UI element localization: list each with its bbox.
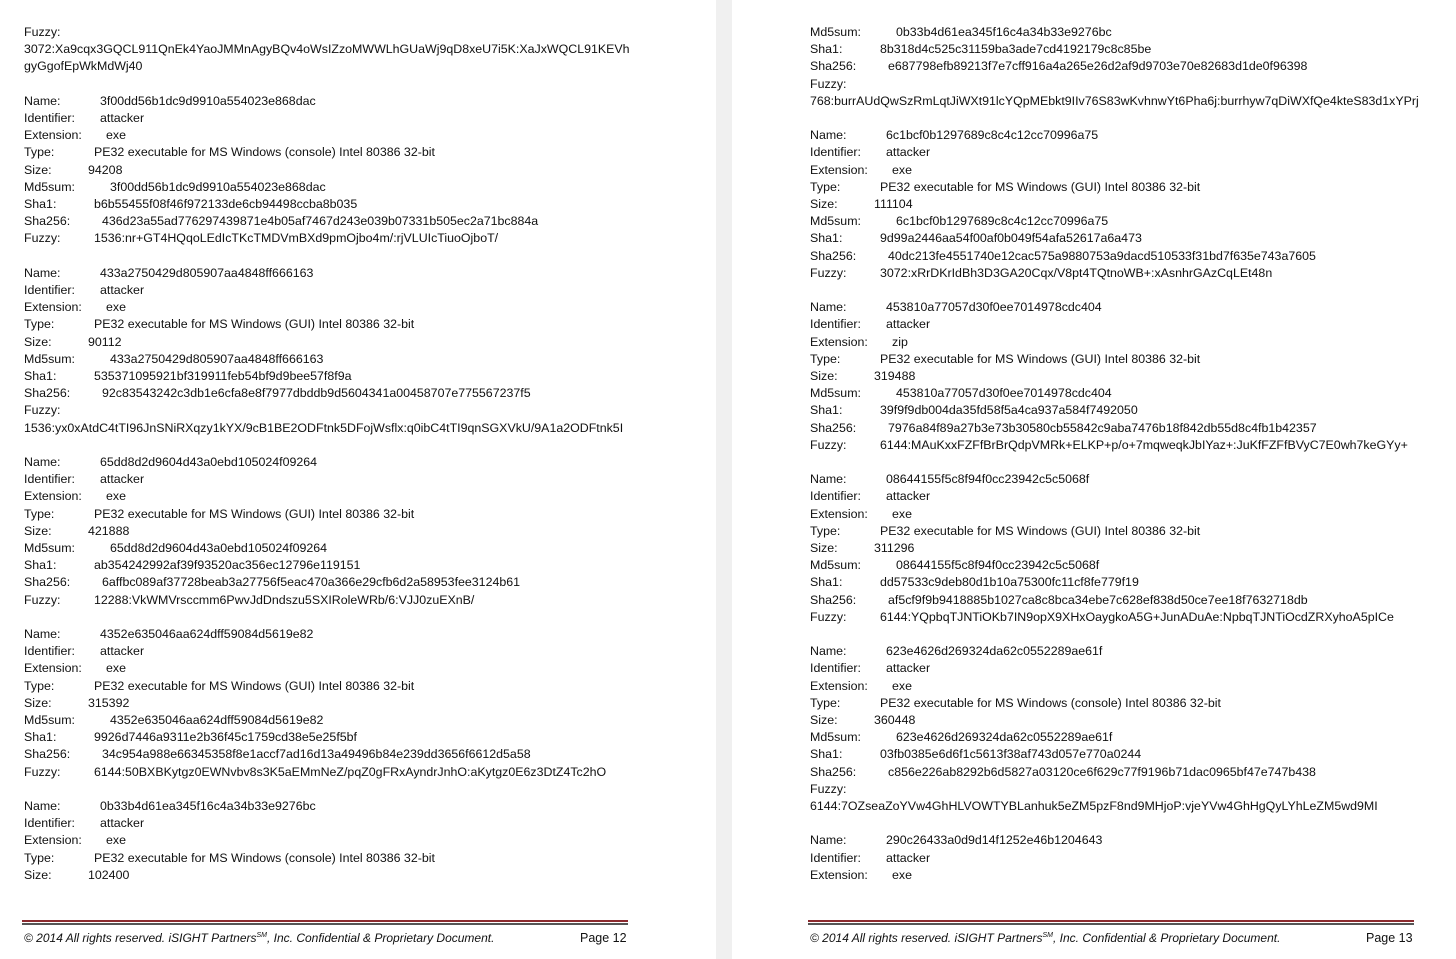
- extension-label: Extension:: [810, 506, 868, 521]
- page-number: Page 12: [580, 931, 627, 945]
- sha1-label: Sha1:: [810, 575, 843, 590]
- type-row: [24, 316, 634, 333]
- page-12-content: [24, 24, 634, 901]
- size-value: 360448: [874, 713, 916, 728]
- extension-label: Extension:: [24, 300, 82, 315]
- name-label: Name:: [24, 93, 61, 108]
- sha1-label: Sha1:: [810, 42, 843, 57]
- hash-record: [24, 626, 634, 781]
- hash-record: [810, 643, 1420, 815]
- fuzzy-label: Fuzzy:: [810, 76, 847, 91]
- name-row: [24, 626, 634, 643]
- sha256-value: 40dc213fe4551740e12cac575a9880753a9dacd510533f31bd7f635e743a7605: [888, 248, 1316, 263]
- sha256-row: [810, 420, 1420, 437]
- name-value: 4352e635046aa624dff59084d5619e82: [100, 627, 314, 642]
- identifier-label: Identifier:: [810, 850, 861, 865]
- size-value: 315392: [88, 695, 130, 710]
- size-row: [24, 867, 634, 884]
- sha256-value: 34c954a988e66345358f8e1accf7ad16d13a49496b84e239dd3656f6612d5a58: [102, 747, 531, 762]
- extension-value: zip: [892, 334, 908, 349]
- extension-label: Extension:: [810, 334, 868, 349]
- extension-label: Extension:: [810, 678, 868, 693]
- type-label: Type:: [24, 850, 55, 865]
- sha256-row: [24, 746, 634, 763]
- sha1-row: [810, 402, 1420, 419]
- extension-row: [810, 506, 1420, 523]
- extension-value: exe: [106, 489, 126, 504]
- name-label: Name:: [810, 472, 847, 487]
- footer-rule: [808, 920, 1414, 925]
- fuzzy-value: 3072:Xa9cqx3GQCL911QnEk4YaoJMMnAgyBQv4oWsIZzoMWWLhGUaWj9qD8xeU7i5K:XaJxWQCL91KEVhgyGgofEpWkMdWj40: [24, 42, 630, 74]
- name-row: [24, 93, 634, 110]
- fuzzy-row: [24, 764, 634, 781]
- sha256-value: 6affbc089af37728beab3a27756f5eac470a366e29cfb6d2a58953fee3124b61: [102, 575, 521, 590]
- extension-label: Extension:: [24, 489, 82, 504]
- type-label: Type:: [24, 317, 55, 332]
- identifier-label: Identifier:: [24, 816, 75, 831]
- identifier-row: [24, 282, 634, 299]
- size-label: Size:: [810, 369, 838, 384]
- size-row: [810, 712, 1420, 729]
- sha1-label: Sha1:: [24, 197, 57, 212]
- md5-row: [810, 729, 1420, 746]
- extension-row: [24, 832, 634, 849]
- copyright-footer: [810, 931, 1280, 945]
- name-label: Name:: [810, 300, 847, 315]
- extension-value: exe: [892, 867, 912, 882]
- type-row: [24, 144, 634, 161]
- name-value: 08644155f5c8f94f0cc23942c5c5068f: [886, 472, 1090, 487]
- name-label: Name:: [810, 833, 847, 848]
- type-label: Type:: [810, 695, 841, 710]
- extension-row: [24, 488, 634, 505]
- identifier-value: attacker: [100, 816, 145, 831]
- identifier-value: attacker: [886, 317, 931, 332]
- sha1-row: [24, 196, 634, 213]
- hash-record: [24, 265, 634, 437]
- copyright-tail: , Inc. Confidential & Proprietary Document.: [1052, 931, 1281, 945]
- sha256-label: Sha256:: [24, 575, 71, 590]
- page-13-content: [810, 24, 1420, 901]
- name-row: [24, 454, 634, 471]
- fuzzy-row: [810, 609, 1420, 626]
- sha256-row: [24, 385, 634, 402]
- md5-value: 08644155f5c8f94f0cc23942c5c5068f: [896, 558, 1100, 573]
- sha1-value: 39f9f9db004da35fd58f5a4ca937a584f7492050: [880, 403, 1138, 418]
- type-label: Type:: [24, 506, 55, 521]
- hash-record-continued: [810, 24, 1420, 110]
- md5-label: Md5sum:: [810, 558, 861, 573]
- sha256-label: Sha256:: [810, 420, 857, 435]
- page-number: Page 13: [1366, 931, 1413, 945]
- identifier-label: Identifier:: [24, 283, 75, 298]
- extension-label: Extension:: [24, 128, 82, 143]
- fuzzy-value: 768:burrAUdQwSzRmLqtJiWXt91lcYQpMEbkt9IIv76S83wKvhnwYt6Pha6j:burrhyw7qDiWXfQe4kteS83d1xYPrj: [810, 93, 1419, 108]
- fuzzy-row: [24, 592, 634, 609]
- type-value: PE32 executable for MS Windows (GUI) Intel 80386 32-bit: [94, 317, 415, 332]
- name-value: 433a2750429d805907aa4848ff666163: [100, 265, 314, 280]
- copyright-text: © 2014 All rights reserved. iSIGHT Partners: [810, 931, 1043, 945]
- sha256-value: e687798efb89213f7e7cff916a4a265e26d2af9d9703e70e82683d1de0f96398: [888, 59, 1308, 74]
- hash-record: [24, 454, 634, 609]
- sha1-label: Sha1:: [810, 403, 843, 418]
- sha1-row: [24, 729, 634, 746]
- sha256-value: c856e226ab8292b6d5827a03120ce6f629c77f9196b71dac0965bf47e747b438: [888, 764, 1316, 779]
- size-label: Size:: [24, 867, 52, 882]
- md5-value: 4352e635046aa624dff59084d5619e82: [110, 713, 324, 728]
- fuzzy-row: [810, 437, 1420, 454]
- sha1-row: [24, 557, 634, 574]
- identifier-label: Identifier:: [24, 472, 75, 487]
- extension-row: [810, 334, 1420, 351]
- type-value: PE32 executable for MS Windows (console) Intel 80386 32-bit: [94, 850, 435, 865]
- name-row: [810, 643, 1420, 660]
- name-row: [810, 832, 1420, 849]
- md5-row: [24, 179, 634, 196]
- name-label: Name:: [810, 644, 847, 659]
- name-label: Name:: [24, 799, 61, 814]
- md5-label: Md5sum:: [810, 214, 861, 229]
- fuzzy-label: Fuzzy:: [810, 609, 847, 624]
- size-label: Size:: [24, 695, 52, 710]
- name-value: 6c1bcf0b1297689c8c4c12cc70996a75: [886, 128, 1099, 143]
- identifier-label: Identifier:: [24, 644, 75, 659]
- service-mark: SM: [1042, 932, 1053, 939]
- fuzzy-label: Fuzzy:: [810, 265, 847, 280]
- size-value: 111104: [874, 197, 913, 212]
- size-value: 319488: [874, 369, 916, 384]
- type-label: Type:: [24, 145, 55, 160]
- identifier-row: [810, 850, 1420, 867]
- type-label: Type:: [810, 351, 841, 366]
- identifier-value: attacker: [100, 472, 145, 487]
- name-label: Name:: [24, 455, 61, 470]
- sha1-value: 03fb0385e6d6f1c5613f38af743d057e770a0244: [880, 747, 1142, 762]
- fuzzy-label: Fuzzy:: [24, 764, 61, 779]
- fuzzy-row: [810, 265, 1420, 282]
- md5-value: 623e4626d269324da62c0552289ae61f: [896, 730, 1113, 745]
- type-value: PE32 executable for MS Windows (console) Intel 80386 32-bit: [880, 695, 1221, 710]
- hash-record: [810, 127, 1420, 282]
- md5-value: 433a2750429d805907aa4848ff666163: [110, 351, 324, 366]
- sha1-row: [24, 368, 634, 385]
- sha1-label: Sha1:: [810, 747, 843, 762]
- extension-value: exe: [106, 300, 126, 315]
- name-value: 623e4626d269324da62c0552289ae61f: [886, 644, 1103, 659]
- sha1-label: Sha1:: [24, 558, 57, 573]
- name-value: 65dd8d2d9604d43a0ebd105024f09264: [100, 455, 318, 470]
- name-value: 453810a77057d30f0ee7014978cdc404: [886, 300, 1102, 315]
- name-row: [24, 265, 634, 282]
- sha1-row: [810, 746, 1420, 763]
- sha256-value: 7976a84f89a27b3e73b30580cb55842c9aba7476b18f842db55d8c4fb1b42357: [888, 420, 1317, 435]
- fuzzy-label: Fuzzy:: [24, 592, 61, 607]
- sha1-row: [810, 230, 1420, 247]
- type-label: Type:: [810, 523, 841, 538]
- size-label: Size:: [810, 713, 838, 728]
- type-value: PE32 executable for MS Windows (GUI) Intel 80386 32-bit: [94, 506, 415, 521]
- extension-row: [24, 127, 634, 144]
- page-gutter: [716, 0, 732, 959]
- hash-record-partial: [24, 798, 634, 884]
- name-value: 0b33b4d61ea345f16c4a34b33e9276bc: [100, 799, 316, 814]
- extension-row: [810, 678, 1420, 695]
- sha1-label: Sha1:: [24, 730, 57, 745]
- identifier-label: Identifier:: [810, 489, 861, 504]
- md5-value: 3f00dd56b1dc9d9910a554023e868dac: [110, 179, 326, 194]
- sha1-label: Sha1:: [24, 369, 57, 384]
- md5-row: [810, 213, 1420, 230]
- fuzzy-value: 6144:7OZseaZoYVw4GhHLVOWTYBLanhuk5eZM5pzF8nd9MHjoP:vjeYVw4GhHgQyLYhLeZM5wd9MI: [810, 799, 1378, 814]
- sha256-label: Sha256:: [24, 747, 71, 762]
- size-row: [24, 162, 634, 179]
- md5-row: [810, 385, 1420, 402]
- md5-label: Md5sum:: [810, 386, 861, 401]
- name-row: [810, 471, 1420, 488]
- service-mark: SM: [256, 932, 267, 939]
- sha1-row: [810, 574, 1420, 591]
- fuzzy-value: 1536:nr+GT4HQqoLEdIcTKcTMDVmBXd9pmOjbo4m/:rjVLUIcTiuoOjboT/: [94, 231, 499, 246]
- size-value: 102400: [88, 867, 130, 882]
- extension-row: [24, 299, 634, 316]
- sha256-label: Sha256:: [24, 386, 71, 401]
- size-row: [810, 368, 1420, 385]
- hash-record-continued: [24, 24, 634, 76]
- name-label: Name:: [24, 627, 61, 642]
- size-row: [810, 196, 1420, 213]
- type-value: PE32 executable for MS Windows (GUI) Intel 80386 32-bit: [94, 678, 415, 693]
- md5-row: [810, 24, 1420, 41]
- extension-value: exe: [892, 506, 912, 521]
- extension-label: Extension:: [24, 833, 82, 848]
- identifier-value: attacker: [100, 644, 145, 659]
- type-row: [24, 506, 634, 523]
- size-row: [24, 334, 634, 351]
- type-value: PE32 executable for MS Windows (console) Intel 80386 32-bit: [94, 145, 435, 160]
- md5-label: Md5sum:: [24, 541, 75, 556]
- identifier-row: [810, 660, 1420, 677]
- identifier-label: Identifier:: [810, 317, 861, 332]
- type-label: Type:: [810, 179, 841, 194]
- name-label: Name:: [810, 128, 847, 143]
- footer-rule: [22, 920, 628, 925]
- extension-row: [24, 660, 634, 677]
- sha256-label: Sha256:: [24, 214, 71, 229]
- size-label: Size:: [24, 523, 52, 538]
- sha1-value: 9926d7446a9311e2b36f45c1759cd38e5e25f5bf: [94, 730, 357, 745]
- size-value: 90112: [88, 334, 122, 349]
- size-value: 94208: [88, 162, 123, 177]
- md5-row: [24, 540, 634, 557]
- size-row: [24, 695, 634, 712]
- sha256-row: [810, 764, 1420, 781]
- hash-record-partial: [810, 832, 1420, 884]
- identifier-label: Identifier:: [24, 111, 75, 125]
- hash-record: [810, 471, 1420, 626]
- size-label: Size:: [810, 541, 838, 556]
- extension-value: exe: [106, 833, 126, 848]
- sha1-value: b6b55455f08f46f972133de6cb94498ccba8b035: [94, 197, 358, 212]
- identifier-value: attacker: [886, 145, 931, 160]
- identifier-row: [24, 471, 634, 488]
- name-row: [24, 798, 634, 815]
- sha256-row: [24, 574, 634, 591]
- sha256-value: 436d23a55ad776297439871e4b05af7467d243e039b07331b505ec2a71bc884a: [102, 214, 539, 229]
- md5-label: Md5sum:: [24, 351, 75, 366]
- identifier-row: [810, 316, 1420, 333]
- md5-row: [24, 351, 634, 368]
- fuzzy-value: 6144:MAuKxxFZFfBrBrQdpVMRk+ELKP+p/o+7mqweqkJbIYaz+:JuKfFZFfBVyC7E0wh7keGYy+: [880, 437, 1408, 452]
- extension-label: Extension:: [810, 162, 868, 177]
- copyright-footer: [24, 931, 494, 945]
- sha1-value: dd57533c9deb80d1b10a75300fc11cf8fe779f19: [880, 575, 1139, 590]
- sha1-row: [810, 41, 1420, 58]
- md5-value: 65dd8d2d9604d43a0ebd105024f09264: [110, 541, 328, 556]
- identifier-value: attacker: [886, 489, 931, 504]
- name-label: Name:: [24, 265, 61, 280]
- identifier-row: [24, 643, 634, 660]
- md5-value: 453810a77057d30f0ee7014978cdc404: [896, 386, 1112, 401]
- md5-label: Md5sum:: [810, 730, 861, 745]
- extension-value: exe: [892, 162, 912, 177]
- name-row: [810, 127, 1420, 144]
- type-value: PE32 executable for MS Windows (GUI) Intel 80386 32-bit: [880, 179, 1201, 194]
- size-label: Size:: [24, 334, 52, 349]
- md5-row: [810, 557, 1420, 574]
- copyright-text: © 2014 All rights reserved. iSIGHT Partners: [24, 931, 257, 945]
- md5-value: 6c1bcf0b1297689c8c4c12cc70996a75: [896, 214, 1109, 229]
- extension-row: [810, 867, 1420, 884]
- hash-record: [24, 93, 634, 248]
- identifier-value: attacker: [886, 661, 931, 676]
- md5-label: Md5sum:: [810, 25, 861, 39]
- fuzzy-value: 12288:VkWMVrsccmm6PwvJdDndszu5SXIRoleWRb/6:VJJ0zuEXnB/: [94, 592, 475, 607]
- sha1-value: 9d99a2446aa54f00af0b049f54afa52617a6a473: [880, 231, 1142, 246]
- name-value: 3f00dd56b1dc9d9910a554023e868dac: [100, 93, 316, 108]
- type-row: [810, 523, 1420, 540]
- type-row: [810, 695, 1420, 712]
- identifier-row: [810, 488, 1420, 505]
- fuzzy-value: 6144:YQpbqTJNTiOKb7IN9opX9XHxOaygkoA5G+JunADuAe:NpbqTJNTiOcdZRXyhoA5pICe: [880, 609, 1394, 624]
- sha256-row: [24, 213, 634, 230]
- identifier-value: attacker: [100, 111, 145, 125]
- sha256-row: [810, 592, 1420, 609]
- identifier-label: Identifier:: [810, 145, 861, 160]
- identifier-row: [24, 110, 634, 127]
- fuzzy-label: Fuzzy:: [810, 437, 847, 452]
- fuzzy-label: Fuzzy:: [24, 25, 61, 39]
- md5-label: Md5sum:: [24, 179, 75, 194]
- size-row: [810, 540, 1420, 557]
- size-label: Size:: [810, 197, 838, 212]
- name-value: 290c26433a0d9d14f1252e46b1204643: [886, 833, 1103, 848]
- fuzzy-label: Fuzzy:: [810, 781, 847, 796]
- extension-label: Extension:: [810, 867, 868, 882]
- sha256-label: Sha256:: [810, 248, 857, 263]
- identifier-value: attacker: [886, 850, 931, 865]
- sha256-label: Sha256:: [810, 764, 857, 779]
- sha256-row: [810, 248, 1420, 265]
- sha1-value: 8b318d4c525c31159ba3ade7cd4192179c8c85be: [880, 42, 1152, 57]
- type-row: [24, 678, 634, 695]
- extension-label: Extension:: [24, 661, 82, 676]
- size-value: 311296: [874, 541, 915, 556]
- copyright-tail: , Inc. Confidential & Proprietary Document.: [266, 931, 495, 945]
- identifier-label: Identifier:: [810, 661, 861, 676]
- extension-value: exe: [106, 661, 126, 676]
- type-value: PE32 executable for MS Windows (GUI) Intel 80386 32-bit: [880, 351, 1201, 366]
- md5-label: Md5sum:: [24, 713, 75, 728]
- sha1-value: ab354242992af39f93520ac356ec12796e119151: [94, 558, 361, 573]
- type-label: Type:: [24, 678, 55, 693]
- md5-row: [24, 712, 634, 729]
- sha256-value: af5cf9f9b9418885b1027ca8c8bca34ebe7c628ef838d50ce7ee18f7632718db: [888, 592, 1308, 607]
- fuzzy-label: Fuzzy:: [24, 403, 61, 418]
- fuzzy-value: 6144:50BXBKytgz0EWNvbv8s3K5aEMmNeZ/pqZ0gFRxAyndrJnhO:aKytgz0E6z3DtZ4Tc2hO: [94, 764, 607, 779]
- sha256-label: Sha256:: [810, 592, 857, 607]
- sha256-label: Sha256:: [810, 59, 857, 74]
- type-row: [810, 351, 1420, 368]
- sha256-value: 92c83543242c3db1e6cfa8e8f7977dbddb9d5604341a00458707e775567237f5: [102, 386, 531, 401]
- identifier-row: [24, 815, 634, 832]
- sha256-row: [810, 58, 1420, 75]
- fuzzy-row: [24, 230, 634, 247]
- page-12: [0, 0, 716, 959]
- name-row: [810, 299, 1420, 316]
- type-value: PE32 executable for MS Windows (GUI) Intel 80386 32-bit: [880, 523, 1201, 538]
- identifier-value: attacker: [100, 283, 145, 298]
- size-row: [24, 523, 634, 540]
- md5-value: 0b33b4d61ea345f16c4a34b33e9276bc: [896, 25, 1112, 39]
- page-13: [732, 0, 1456, 959]
- size-value: 421888: [88, 523, 130, 538]
- size-label: Size:: [24, 162, 52, 177]
- fuzzy-value: 3072:xRrDKrIdBh3D3GA20Cqx/V8pt4TQtnoWB+:xAsnhrGAzCqLEt48n: [880, 265, 1273, 280]
- type-row: [810, 179, 1420, 196]
- fuzzy-value: 1536:yx0xAtdC4tTI96JnSNiRXqzy1kYX/9cB1BE2ODFtnk5DFojWsflx:q0ibC4tTI9qnSGXVkU/9A1a2ODFtnk5I: [24, 420, 624, 435]
- extension-row: [810, 162, 1420, 179]
- sha1-value: 535371095921bf319911feb54bf9d9bee57f8f9a: [94, 369, 352, 384]
- sha1-label: Sha1:: [810, 231, 843, 246]
- hash-record: [810, 299, 1420, 454]
- fuzzy-label: Fuzzy:: [24, 231, 61, 246]
- extension-value: exe: [892, 678, 912, 693]
- type-row: [24, 850, 634, 867]
- identifier-row: [810, 144, 1420, 161]
- extension-value: exe: [106, 128, 126, 143]
